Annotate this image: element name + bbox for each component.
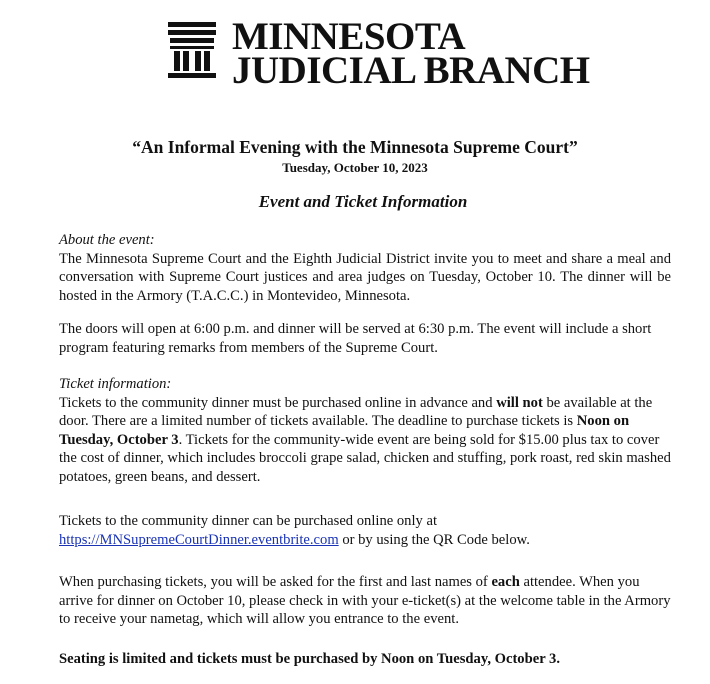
- ticket-p1-emphasis-will-not: will not: [496, 394, 543, 411]
- section-title: Event and Ticket Information: [258, 192, 468, 211]
- eventbrite-link[interactable]: https://MNSupremeCourtDinner.eventbrite.com: [59, 531, 339, 548]
- ticket-p1-text-a: Tickets to the community dinner must be purchased online in advance and: [59, 394, 497, 411]
- logo-line-1: MINNESOTA: [232, 15, 466, 58]
- ticket-heading: Ticket information:: [59, 376, 172, 392]
- ticket-p2-text-a: Tickets to the community dinner can be purchased online only at: [59, 513, 438, 529]
- about-heading: About the event:: [59, 232, 155, 248]
- ticket-paragraph-1: [59, 394, 671, 487]
- event-title: “An Informal Evening with the Minnesota Supreme Court”: [132, 137, 578, 157]
- ticket-p3-text-c: attendee. When you arrive for dinner on October 10, please check in with your e-ticket(s) at the welcome table in the Armory to receive your nametag, which will allow you entrance to the event.: [59, 574, 671, 627]
- ticket-p1-text-e: . Tickets for the community-wide event are being sold for $15.00 plus tax to cover the cost of dinner, which includes broccoli grape salad, chicken and stuffing, pork roast, red skin mashed potatoes, green beans, and dessert.: [59, 431, 671, 485]
- ticket-paragraph-2: [59, 512, 671, 549]
- ticket-p1-deadline: Noon on Tuesday, October 3: [59, 413, 630, 448]
- event-date: Tuesday, October 10, 2023: [282, 160, 428, 175]
- ticket-p3-text-a: When purchasing tickets, you will be asked for the first and last names of: [59, 574, 492, 590]
- closing-notice: Seating is limited and tickets must be purchased by Noon on Tuesday, October 3.: [59, 651, 560, 667]
- about-paragraph-1: The Minnesota Supreme Court and the Eighth Judicial District invite you to meet and share a meal and conversation with Supreme Court justices and area judges on Tuesday, October 10. The dinner will be hosted in the Armory (T.A.C.C.) in Montevideo, Minnesota.: [59, 250, 671, 304]
- ticket-section: [59, 375, 671, 486]
- logo-line-2: JUDICIAL BRANCH: [232, 49, 590, 92]
- courthouse-pillar-icon: [166, 20, 218, 80]
- about-section: [59, 231, 671, 305]
- ticket-p1-text-c: be available at the door. There are a limited number of tickets available. The deadline to purchase tickets is: [59, 394, 653, 429]
- ticket-p3-emphasis-each: each: [491, 574, 520, 590]
- judicial-branch-logo: [166, 15, 590, 92]
- ticket-p2-text-b: or by using the QR Code below.: [338, 531, 530, 548]
- about-paragraph-2: The doors will open at 6:00 p.m. and dinner will be served at 6:30 p.m. The event will include a short program featuring remarks from members of the Supreme Court.: [59, 321, 652, 356]
- logo-wordmark: [232, 15, 590, 92]
- ticket-paragraph-3: [59, 573, 671, 629]
